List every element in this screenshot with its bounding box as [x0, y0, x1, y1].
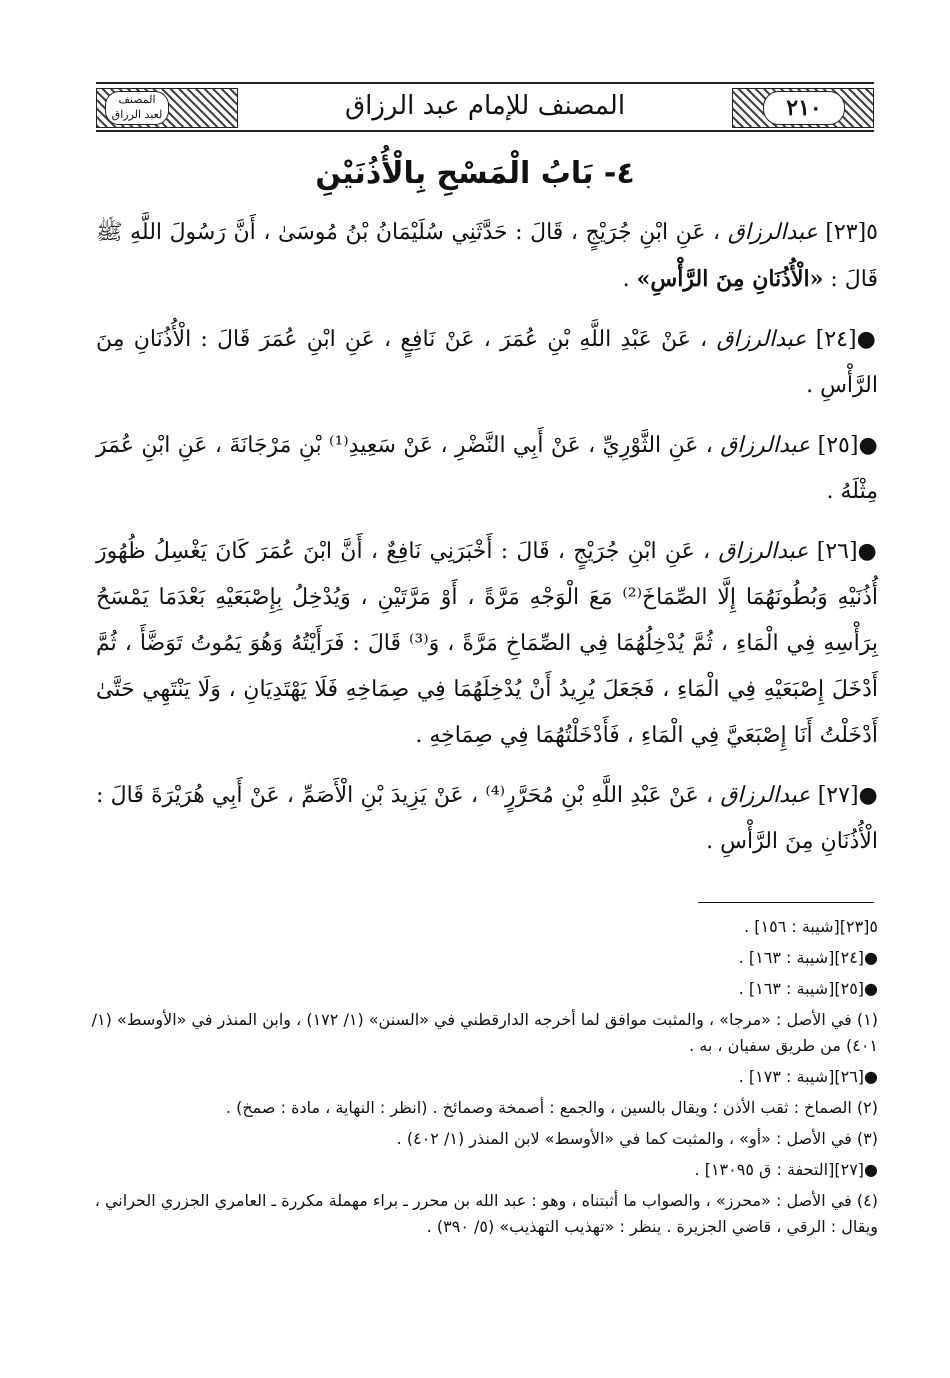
seal-line-1: المصنف: [118, 93, 156, 106]
footnote: (٣) في الأصل : «أو» ، والمثبت كما في «الأوسط» لابن المنذر (١/ ٤٠٢) .: [396, 1129, 878, 1148]
hadith-text: ، عَنْ عَبْدِ اللَّهِ بْنِ عُمَرَ ، عَنْ نَافِعٍ ، عَنِ ابْنِ عُمَرَ قَالَ : الْأُذُنَانِ مِنَ الرَّأْسِ .: [96, 327, 878, 398]
hadith-number: [٢٧]: [817, 783, 859, 808]
footnote: ●[٢٧][التحفة : ق ١٣٠٩٥] .: [694, 1160, 878, 1179]
footnotes: [90, 914, 878, 1245]
narrator: عبدالرزاق: [727, 220, 818, 245]
page-number: ٢١٠: [763, 91, 845, 125]
hadith-text: ، عَنِ الثَّوْرِيِّ ، عَنْ أَبِي النَّضْرِ ، عَنْ سَعِيدِ⁽¹⁾ بْنِ مَرْجَانَةَ ، عَنِ ابْنِ عُمَرَ مِثْلَهُ .: [96, 433, 878, 504]
header-top-rule: [96, 82, 874, 84]
footnote: ●[٢٦][شيبة : ١٧٣] .: [738, 1067, 878, 1086]
hadith-quote: «الْأُذُنَانِ مِنَ الرَّأْسِ»: [636, 266, 824, 292]
hadith-text: ، عَنْ عَبْدِ اللَّهِ بْنِ مُحَرَّرٍ⁽⁴⁾ ، عَنْ يَزِيدَ بْنِ الْأَصَمِّ ، عَنْ أَبِي هُرَيْرَةَ قَالَ : الْأُذُنَانِ مِنَ الرَّأْسِ .: [96, 783, 878, 854]
hadith-marker-icon: ●: [857, 539, 879, 564]
narrator: عبدالرزاق: [718, 539, 809, 564]
header-ornament-left: [96, 88, 238, 128]
hadith-number: [٢٤]: [815, 327, 857, 352]
hadith-number: [٢٥]: [817, 433, 859, 458]
hadith-text: ، عَنِ ابْنِ جُرَيْجٍ ، قَالَ : حَدَّثَنِي سُلَيْمَانُ بْنُ مُوسَىٰ ، أَنَّ رَسُولَ اللَّهِ ﷺ قَالَ :: [96, 220, 878, 292]
hadith-27: [96, 773, 878, 865]
footnote: (٤) في الأصل : «محرز» ، والصواب ما أثبتناه ، وهو : عبد الله بن محرر ـ براء مهملة مكررة ـ العامري الجزري الحراني ، ويقال : الرقي ، قاضي الجزيرة . ينظر : «تهذيب التهذيب» (٥/ ٣٩٠) .: [94, 1191, 878, 1236]
running-title: المصنف للإمام عبد الرزاق: [344, 91, 626, 121]
hadith-number: [٢٦]: [816, 539, 858, 564]
narrator: عبدالرزاق: [720, 433, 811, 458]
header-bottom-rule: [96, 130, 874, 132]
narrator: عبدالرزاق: [720, 783, 811, 808]
hadith-marker-icon: ●: [856, 327, 879, 352]
hadith-marker-icon: ●: [858, 783, 878, 808]
footnote: ٥[٢٣][شيبة : ١٥٦] .: [744, 917, 878, 936]
book-seal: [105, 91, 169, 125]
page-header: [96, 82, 874, 132]
hadith-tail: .: [622, 267, 637, 292]
narrator: عبدالرزاق: [716, 327, 807, 352]
hadith-text: ، عَنِ ابْنِ جُرَيْجٍ ، قَالَ : أَخْبَرَنِي نَافِعٌ ، أَنَّ ابْنَ عُمَرَ كَانَ يَغْسِلُ ظُهُورَ أُذُنَيْهِ وَبُطُونَهُمَا إِلَّا الصِّمَاخَ⁽²⁾ مَعَ الْوَجْهِ مَرَّةً ، أَوْ مَرَّتَيْنِ ، وَيُدْخِلُ بِإِصْبَعَيْهِ بَعْدَمَا يَمْسَحُ بِرَأْسِهِ فِي الْمَاءِ ، ثُمَّ يُدْخِلُهُمَا فِي الصِّمَاخِ مَرَّةً ، وَ⁽³⁾ قَالَ : فَرَأَيْتُهُ وَهُوَ يَمُوتُ تَوَضَّأَ ، ثُمَّ أَدْخَلَ إِصْبَعَيْهِ فِي الْمَاءِ ، فَجَعَلَ يُرِيدُ أَنْ يُدْخِلَهُمَا فِي صِمَاخِهِ فَلَا يَهْتَدِيَانِ ، وَلَا يَنْتَهِي حَتَّىٰ أَدْخَلْتُ أَنَا إِصْبَعَيَّ فِي الْمَاءِ ، فَأَدْخَلْتُهُمَا فِي صِمَاخِهِ .: [96, 539, 878, 748]
seal-line-2: لعبد الرزاق: [111, 108, 163, 121]
footnote: (١) في الأصل : «مرجا» ، والمثبت موافق لما أخرجه الدارقطني في «السنن» (١/ ١٧٢) ، وابن المنذر في «الأوسط» (١/ ٤٠١) من طريق سفيان ، به .: [91, 1010, 878, 1055]
hadith-23: [96, 210, 878, 303]
footnote: ●[٢٥][شيبة : ١٦٣] .: [738, 979, 878, 998]
hadith-25: [96, 423, 878, 515]
footnote: (٢) الصماخ : ثقب الأذن ؛ ويقال بالسين ، والجمع : أصمخة وصمائخ . (انظر : النهاية ، مادة : صمخ) .: [225, 1098, 878, 1117]
hadith-24: [96, 317, 878, 409]
hadith-26: [96, 529, 878, 759]
hadith-marker-icon: ●: [858, 433, 879, 458]
hadith-marker-icon: ٥: [866, 220, 878, 245]
chapter-title: ٤- بَابُ الْمَسْحِ بِالْأُذُنَيْنِ: [315, 156, 635, 191]
footnote-separator: [698, 902, 874, 903]
footnote: ●[٢٤][شيبة : ١٦٣] .: [738, 948, 878, 967]
hadith-number: [٢٣]: [825, 220, 867, 245]
header-ornament-right: [732, 88, 874, 128]
hadith-list: [96, 210, 878, 879]
